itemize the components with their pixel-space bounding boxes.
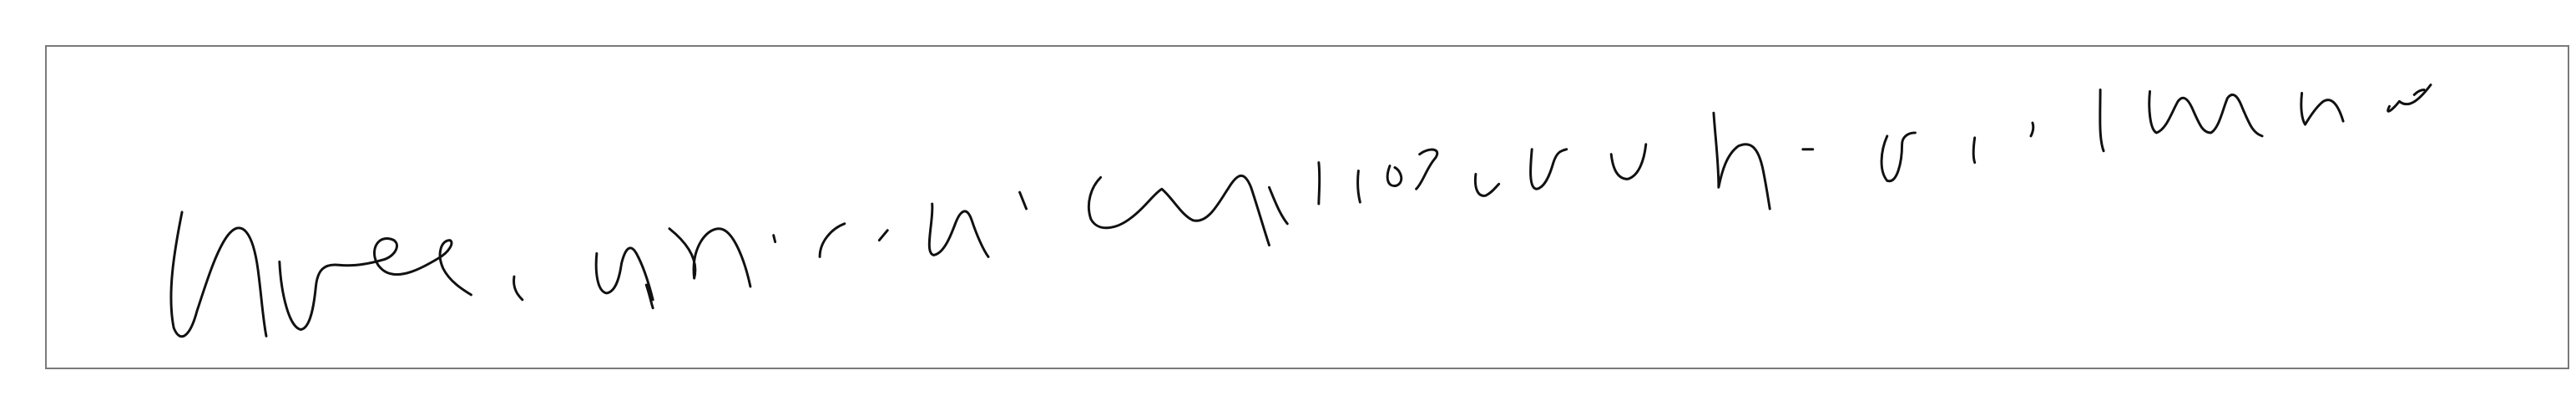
handwriting-canvas[interactable] <box>45 45 2569 369</box>
scribble-11 <box>1531 145 1646 189</box>
scribble-2 <box>280 239 472 330</box>
scribble-8 <box>1088 175 1269 245</box>
scribble-5 <box>669 229 750 287</box>
scribble-4 <box>596 248 653 308</box>
scribble-15 <box>2301 85 2431 125</box>
scribble-9 <box>1269 163 1360 224</box>
scribble-1 <box>171 212 266 337</box>
scribble-7 <box>929 192 1026 256</box>
scribble-13 <box>1881 123 2033 181</box>
scribble-3 <box>514 277 523 300</box>
scribble-6 <box>774 224 888 257</box>
handwriting-ink <box>47 47 2568 368</box>
scribble-10 <box>1387 150 1498 195</box>
scribble-14 <box>2100 89 2262 150</box>
ink-strokes <box>171 85 2431 337</box>
scribble-12 <box>1714 113 1813 209</box>
